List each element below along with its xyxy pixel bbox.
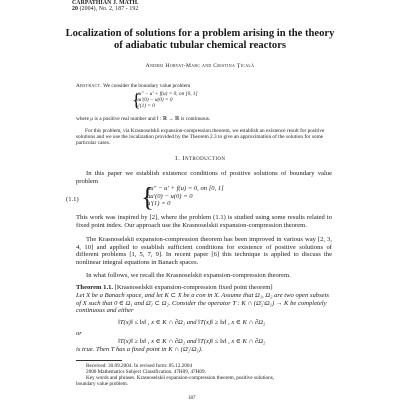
paper-authors: Andrei Horvat-Marc and Cristina Ţicală: [145, 63, 255, 69]
journal-header: [72, 0, 139, 12]
intro-paragraph-1: In this paper we establish existence conditions of positive solutions of boundary value problem: [76, 170, 332, 185]
abstract-heading: [76, 83, 190, 89]
brace-symbol: {: [132, 90, 141, 110]
journal-issue: (2004), No. 2, 187 - 192: [79, 6, 139, 12]
theorem-or: or: [76, 330, 82, 337]
brace-symbol: {: [141, 182, 154, 212]
footnote-received: Received: 30.09.2004. In revised form: 05.12.2004: [86, 363, 193, 369]
footnote-keywords: Key words and phrases. Krasnoselskii expansion-compression theorem, positive solutions,: [86, 375, 275, 381]
abstract-equation-system: [132, 90, 198, 110]
intro-eq-1: μu″ − u′ + f(u) = 0, on [0, 1]: [147, 185, 224, 192]
theorem-condition-1: ‖T(x)‖ ≤ ‖x‖ , x ∈ K ∩ ∂Ω₁ and ‖T(x)‖ ≥ ‖x‖ , x ∈ K ∩ ∂Ω₂: [118, 319, 266, 326]
footnote-divider: [76, 360, 122, 361]
journal-name: CARPATHIAN J. MATH.: [72, 0, 139, 6]
section-title: Introduction: [182, 155, 226, 162]
theorem-name: [Krasnoselskii expansion-compression fixed point theorem]: [114, 284, 273, 291]
page-number: 187: [188, 396, 196, 401]
theorem-heading: [76, 284, 273, 292]
intro-equation-system: [141, 182, 224, 212]
abstract-eq-2: μu′(0) − u(0) = 0: [136, 97, 173, 104]
intro-paragraph-4: In what follows, we recall the Krasnoselskii expansion-compression theorem.: [86, 272, 291, 279]
abstract-intro: We consider the boundary value problem: [103, 83, 191, 89]
theorem-conclusion: is true. Then T has a fixed point in K ∩ (Ω̄₂\Ω₁).: [76, 346, 203, 353]
abstract-where: where μ is a positive real number and f : ℝ → ℝ is continuous.: [76, 116, 211, 122]
intro-paragraph-3: The Krasnoselskii expansion-compression theorem has been improved in various way [2, 3, 4, 10] and applied to establish sufficient conditions for existence of positive solutions of different problems [1, 5, 7, 9]. In recent paper [6] this technique is applied to discuss the nonlinear integral equations in Banach spaces.: [76, 236, 332, 266]
intro-paragraph-2: This work was inspired by [2], where the problem (1.1) is studied using some results related to fixed point index. Our approach use the Krasnoselskii expansion-compression theorem.: [76, 214, 332, 229]
abstract-body: For this problem, via Krasnoselskii expansion-compression theorem, we establish an existence result for positive solutions and we use the localization provided by the Theorem 2.3 to give an approximation of the solution for some particular cases.: [76, 128, 325, 147]
section-number: 1.: [174, 155, 181, 162]
theorem-condition-2: ‖T(x)‖ ≥ ‖x‖ , x ∈ K ∩ ∂Ω₁ and ‖T(x)‖ ≤ ‖x‖ , x ∈ K ∩ ∂Ω₂: [118, 338, 266, 345]
equation-number: (1.1): [66, 196, 79, 203]
abstract-eq-1: μu″ − u′ + f(u) = 0, on [0, 1]: [136, 91, 198, 97]
abstract-eq-3: u′(1) = 0: [136, 103, 155, 110]
abstract-label: Abstract.: [76, 83, 102, 89]
theorem-label: Theorem 1.1.: [76, 284, 114, 291]
paper-title: Localization of solutions for a problem arising in the theory of adiabatic tubular chemical reactors: [65, 28, 335, 51]
section-heading: [60, 155, 340, 162]
footnote-msc: 2000 Mathematics Subject Classification. 47H09, 47H09.: [86, 369, 206, 375]
journal-volume: 20: [72, 6, 78, 12]
intro-eq-3: u′(1) = 0: [147, 200, 171, 208]
intro-eq-2: μu′(0) − u(0) = 0: [147, 192, 193, 200]
footnote-keywords-cont: boundary value problem.: [76, 381, 129, 387]
theorem-body: Let X be a Banach space, and let K ⊂ X be a con in X. Assume that Ω₁, Ω₂ are two open subsets of X such that 0 ∈ Ω₁ and Ω̄₁ ⊂ Ω₂. Consider the operator T : K ∩ (Ω̄₂\Ω₁) → K be completely continuous and either: [76, 292, 329, 315]
